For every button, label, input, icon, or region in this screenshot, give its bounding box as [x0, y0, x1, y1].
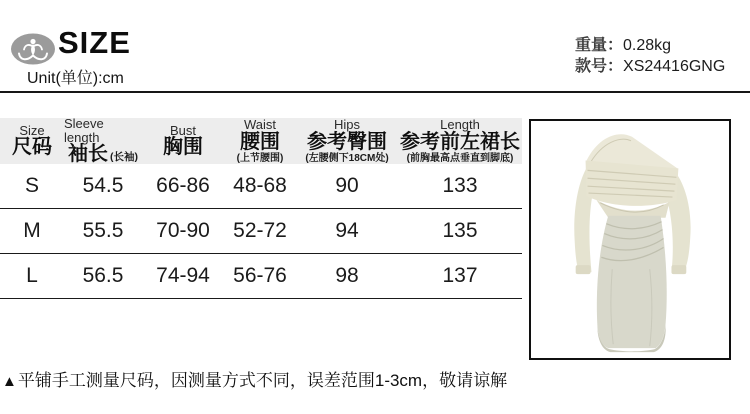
col-zh-label: 袖长 [68, 143, 108, 166]
unit-label: Unit(单位):cm [27, 70, 124, 87]
page-title: SIZE [58, 25, 131, 60]
product-photo [529, 119, 731, 360]
cell-hips: 90 [335, 174, 359, 197]
header-cell-size [0, 118, 64, 164]
product-meta [575, 35, 725, 77]
cell-waist: 48-68 [233, 174, 287, 197]
col-en-label: Hips [333, 116, 360, 132]
cell-bust: 74-94 [156, 264, 210, 287]
table-header-row [0, 115, 522, 166]
weight-label: 重量： [575, 37, 624, 54]
header-cell-bust [142, 118, 224, 164]
header-cell-length [398, 118, 522, 164]
header-divider [0, 91, 750, 93]
cell-waist: 56-76 [233, 264, 287, 287]
header-cell-waist [224, 118, 296, 164]
cell-sleeve: 54.5 [82, 174, 124, 197]
cell-sleeve: 55.5 [82, 219, 124, 242]
col-note: (左腰侧下18CM处) [305, 152, 389, 164]
cell-bust: 70-90 [156, 219, 210, 242]
table-row-s [0, 164, 522, 209]
size-chart-table [0, 115, 522, 299]
table-row-m [0, 209, 522, 254]
table-row-l [0, 254, 522, 299]
measurement-disclaimer [2, 366, 507, 391]
col-zh-label: 胸围 [163, 136, 203, 159]
cell-length: 137 [442, 264, 478, 287]
col-en-label: Sleeve length [64, 115, 104, 145]
cell-size: S [24, 174, 39, 197]
col-en-label: Size [19, 122, 45, 138]
col-note: (长袖) [110, 151, 138, 164]
weight-row [575, 35, 725, 56]
style-no-value: XS24416GNG [623, 58, 726, 75]
col-en-label: Bust [169, 122, 196, 138]
cell-waist: 52-72 [233, 219, 287, 242]
disclaimer-text: 平铺手工测量尺码，因测量方式不同，误差范围1-3cm，敬请谅解 [17, 371, 508, 390]
cell-size: L [26, 264, 38, 287]
header-cell-sleeve [64, 115, 142, 166]
cell-sleeve: 56.5 [82, 264, 124, 287]
col-en-label: Length [440, 116, 480, 132]
col-zh-label: 腰围 [240, 130, 280, 153]
brand-logo-icon [10, 31, 57, 67]
triangle-marker-icon: ▲ [2, 373, 17, 390]
weight-value: 0.28kg [623, 37, 672, 54]
header-cell-hips [296, 118, 398, 164]
cell-length: 135 [442, 219, 478, 242]
col-note: (前胸最高点垂直到脚底) [406, 152, 514, 164]
col-zh-label: 参考前左裙长 [400, 130, 520, 153]
col-note: (上节腰围) [236, 152, 284, 164]
col-en-label: Waist [243, 116, 277, 132]
cell-bust: 66-86 [156, 174, 210, 197]
style-no-label: 款号： [575, 58, 624, 75]
col-zh-label: 参考臀围 [307, 130, 387, 153]
cell-hips: 94 [335, 219, 359, 242]
col-zh-label: 尺码 [12, 136, 52, 159]
dress-illustration [531, 121, 729, 358]
cell-length: 133 [442, 174, 478, 197]
cell-size: M [23, 219, 41, 242]
style-no-row [575, 56, 725, 77]
cell-hips: 98 [335, 264, 359, 287]
